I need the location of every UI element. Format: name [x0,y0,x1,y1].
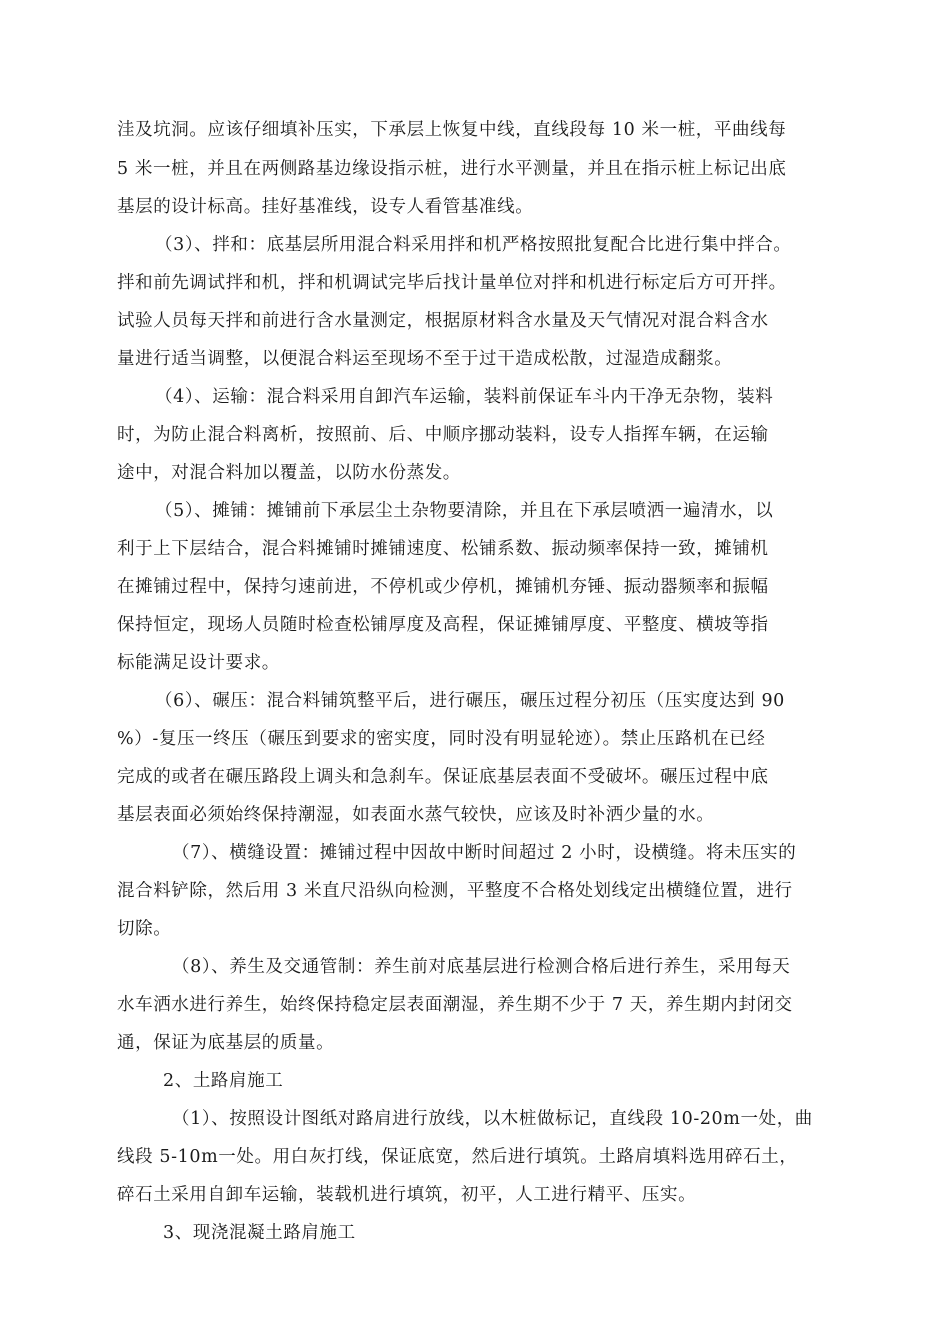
text-line: 时，为防止混合料离析，按照前、后、中顺序挪动装料，设专人指挥车辆，在运输 [117,425,769,445]
text-line: 水车洒水进行养生，始终保持稳定层表面潮湿，养生期不少于 7 天，养生期内封闭交 [117,995,793,1015]
text-line: 途中，对混合料加以覆盖，以防水份蒸发。 [117,463,461,483]
text-line: 切除。 [117,919,172,939]
text-line: 拌和前先调试拌和机，拌和机调试完毕后找计量单位对拌和机进行标定后方可开拌。 [117,273,787,293]
text-line: 线段 5-10m一处。用白灰打线，保证底宽，然后进行填筑。土路肩填料选用碎石土， [117,1147,798,1167]
text-line: 保持恒定，现场人员随时检查松铺厚度及高程，保证摊铺厚度、平整度、横坡等指 [117,615,769,635]
text-line: 标能满足设计要求。 [117,653,280,673]
text-line: 混合料铲除，然后用 3 米直尺沿纵向检测，平整度不合格处划线定出横缝位置，进行 [117,881,793,901]
text-line: 洼及坑洞。应该仔细填补压实，下承层上恢复中线，直线段每 10 米一桩，平曲线每 [117,120,787,140]
section-heading: 2、土路肩施工 [163,1071,284,1091]
text-line: （1）、按照设计图纸对路肩进行放线，以木桩做标记，直线段 10-20m一处，曲 [172,1109,813,1129]
text-line: 基层的设计标高。挂好基准线，设专人看管基准线。 [117,197,534,217]
text-line: （5）、摊铺：摊铺前下承层尘土杂物要清除，并且在下承层喷洒一遍清水，以 [155,501,774,521]
section-heading: 3、现浇混凝土路肩施工 [163,1223,356,1243]
text-line: 利于上下层结合，混合料摊铺时摊铺速度、松铺系数、振动频率保持一致，摊铺机 [117,539,769,559]
text-line: 碎石土采用自卸车运输，装载机进行填筑，初平，人工进行精平、压实。 [117,1185,697,1205]
text-line: （7）、横缝设置：摊铺过程中因故中断时间超过 2 小时，设横缝。将未压实的 [172,843,797,863]
text-line: （3）、拌和：底基层所用混合料采用拌和机严格按照批复配合比进行集中拌合。 [155,235,792,255]
text-line: %）-复压一终压（碾压到要求的密实度，同时没有明显轮迹）。禁止压路机在已经 [117,729,766,749]
text-line: （4）、运输：混合料采用自卸汽车运输，装料前保证车斗内干净无杂物，装料 [155,387,774,407]
text-line: 完成的或者在碾压路段上调头和急刹车。保证底基层表面不受破坏。碾压过程中底 [117,767,769,787]
text-line: 基层表面必须始终保持潮湿，如表面水蒸气较快，应该及时补洒少量的水。 [117,805,715,825]
text-line: 5 米一桩，并且在两侧路基边缘设指示桩，进行水平测量，并且在指示桩上标记出底 [117,159,787,179]
text-line: 量进行适当调整，以便混合料运至现场不至于过干造成松散，过湿造成翻浆。 [117,349,733,369]
text-line: 通，保证为底基层的质量。 [117,1033,335,1053]
text-line: 试验人员每天拌和前进行含水量测定，根据原材料含水量及天气情况对混合料含水 [117,311,769,331]
text-line: 在摊铺过程中，保持匀速前进，不停机或少停机，摊铺机夯锤、振动器频率和振幅 [117,577,769,597]
text-line: （8）、养生及交通管制：养生前对底基层进行检测合格后进行养生，采用每天 [172,957,791,977]
text-line: （6）、碾压：混合料铺筑整平后，进行碾压，碾压过程分初压（压实度达到 90 [155,691,785,711]
